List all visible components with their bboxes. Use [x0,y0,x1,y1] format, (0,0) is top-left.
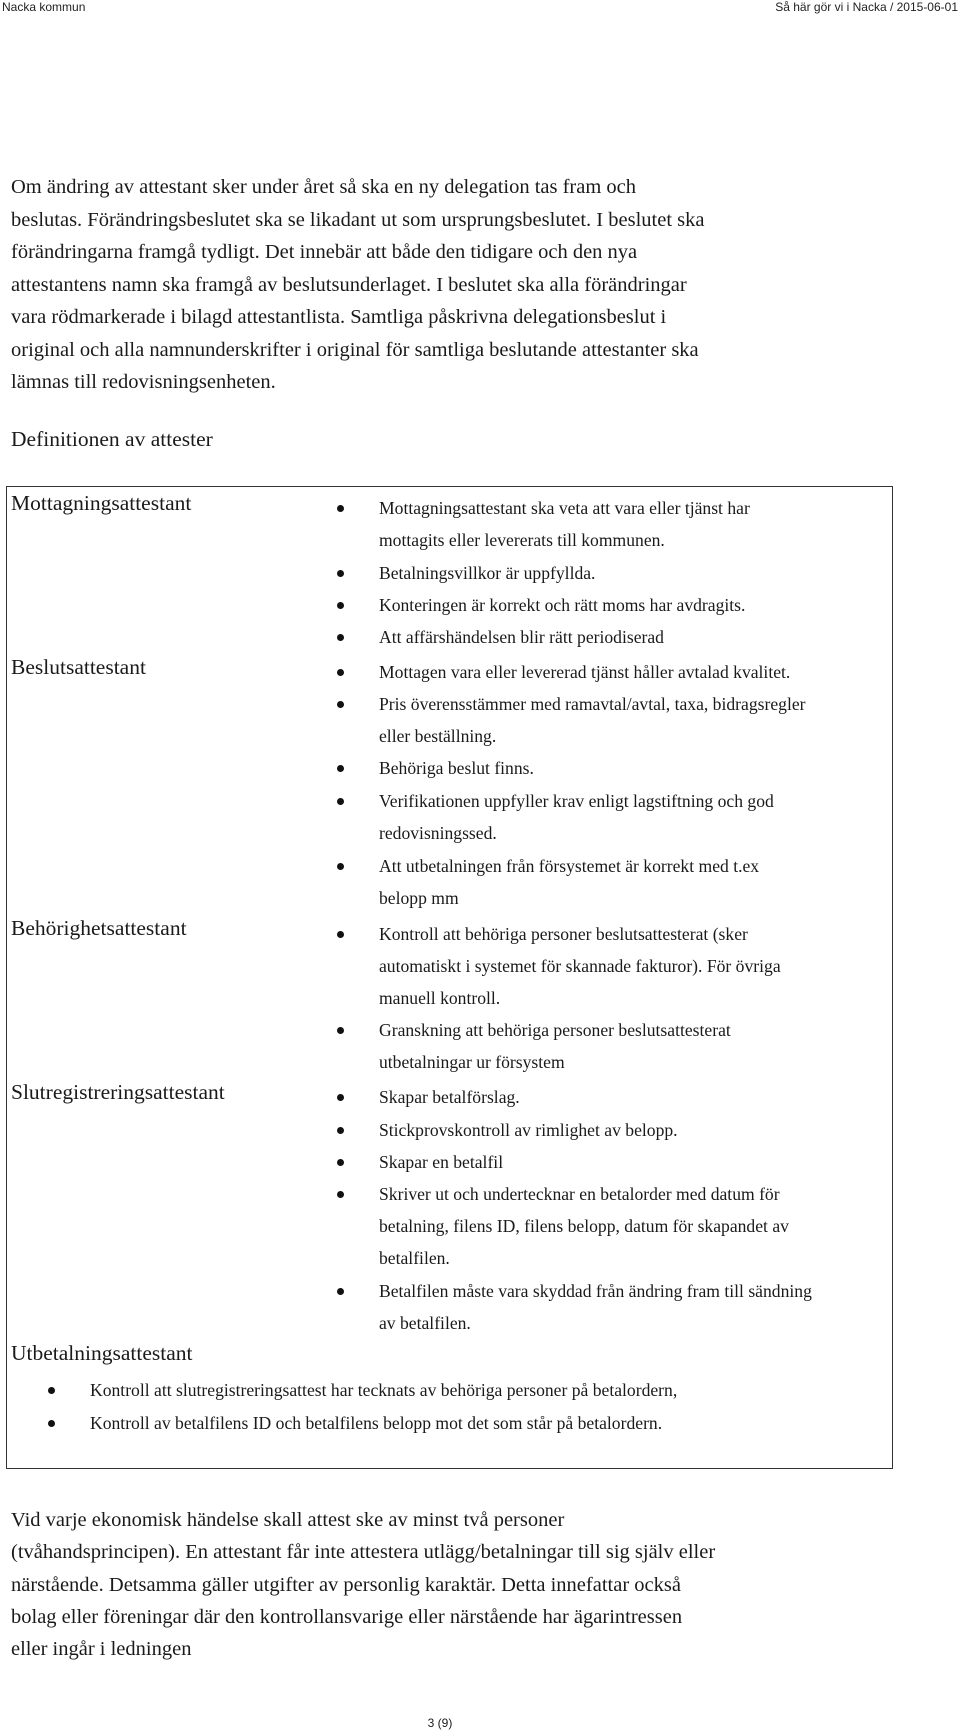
list-item: Konteringen är korrekt och rätt moms har avdragits. [379,589,745,621]
intro-line: beslutas. Förändringsbeslutet ska se likadant ut som ursprungsbeslutet. I beslutet ska [11,208,705,231]
intro-line: original och alla namnunderskrifter i original för samtliga beslutande attestanter ska [11,338,699,361]
header-document-info: Så här gör vi i Nacka / 2015-06-01 [775,0,958,14]
closing-paragraph [11,1504,911,1665]
bullet-icon [337,765,344,772]
list-item: Kontroll av betalfilens ID och betalfilens belopp mot det som står på betalordern. [90,1407,662,1439]
header-organization: Nacka kommun [2,0,86,14]
intro-line: förändringarna framgå tydligt. Det innebär att både den tidigare och den nya [11,241,638,263]
bullet-icon [337,1159,344,1166]
bullet-icon [337,1027,344,1034]
bullet-icon [337,701,344,708]
bullet-icon [337,505,344,512]
intro-line: lämnas till redovisningsenheten. [11,371,276,393]
bullet-icon [337,798,344,805]
term-behorighetsattestant: Behörighetsattestant [11,916,187,940]
list-item: Granskning att behöriga personer beslutsattesterat utbetalningar ur försystem [379,1014,731,1046]
list-item: Skapar betalförslag. [379,1081,520,1113]
intro-line: vara rödmarkerade i bilagd attestantlista. Samtliga påskrivna delegationsbeslut i [11,306,667,328]
bullet-icon [337,570,344,577]
bullet-icon [337,669,344,676]
term-beslutsattestant: Beslutsattestant [11,655,146,679]
closing-line: Vid varje ekonomisk händelse skall attest ske av minst två personer [11,1509,565,1531]
closing-line: eller ingår i ledningen [11,1638,192,1661]
bullet-icon [337,634,344,641]
page-header [0,0,960,16]
list-item: Kontroll att behöriga personer beslutsattesterat (sker automatiskt i systemet för skannade fakturor). För övriga manuell kontroll. [379,918,748,950]
closing-line: närstående. Detsamma gäller utgifter av personlig karaktär. Detta innefattar också [11,1573,681,1596]
term-mottagningsattestant: Mottagningsattestant [11,491,192,515]
intro-line: Om ändring av attestant sker under året så ska en ny delegation tas fram och [11,176,637,198]
bullet-icon [337,931,344,938]
list-item: Stickprovskontroll av rimlighet av belopp. [379,1114,678,1146]
intro-line: attestantens namn ska framgå av beslutsunderlaget. I beslutet ska alla förändringar [11,273,687,296]
bullet-icon [337,1094,344,1101]
page-number: 3 (9) [427,1716,453,1730]
bullet-icon [48,1387,55,1394]
list-item: Att utbetalningen från försystemet är korrekt med t.ex belopp mm [379,850,759,882]
bullet-icon [337,1191,344,1198]
list-item: Betalningsvillkor är uppfyllda. [379,557,595,589]
bullet-icon [48,1420,55,1427]
bullet-icon [337,1127,344,1134]
list-item: Verifikationen uppfyller krav enligt lagstiftning och god redovisningssed. [379,785,774,817]
list-item: Mottagen vara eller levererad tjänst håller avtalad kvalitet. [379,656,790,688]
term-utbetalningsattestant: Utbetalningsattestant [11,1341,193,1365]
bullet-icon [337,602,344,609]
closing-line: bolag eller föreningar där den kontrollansvarige eller närstående har ägarintressen [11,1605,683,1628]
section-title: Definitionen av attester [11,427,213,451]
list-item: Skapar en betalfil [379,1146,503,1178]
list-item: Betalfilen måste vara skyddad från ändring fram till sändning av betalfilen. [379,1275,812,1307]
closing-line: (tvåhandsprincipen). En attestant får inte attestera utlägg/betalningar till sig själv eller [11,1541,716,1564]
list-item: Att affärshändelsen blir rätt periodiserad [379,621,664,653]
term-slutregistreringsattestant: Slutregistreringsattestant [11,1080,225,1104]
list-item: Pris överensstämmer med ramavtal/avtal, taxa, bidragsregler eller beställning. [379,688,806,720]
bullet-icon [337,1288,344,1295]
list-item: Skriver ut och undertecknar en betalorder med datum för betalning, filens ID, filens belopp, datum för skapandet av betalfilen. [379,1178,780,1210]
bullet-icon [337,863,344,870]
list-item: Mottagningsattestant ska veta att vara eller tjänst har mottagits eller levererats till kommunen. [379,492,750,524]
intro-paragraph [11,171,891,399]
list-item: Kontroll att slutregistreringsattest har tecknats av behöriga personer på betalordern, [90,1374,677,1406]
list-item: Behöriga beslut finns. [379,752,534,784]
